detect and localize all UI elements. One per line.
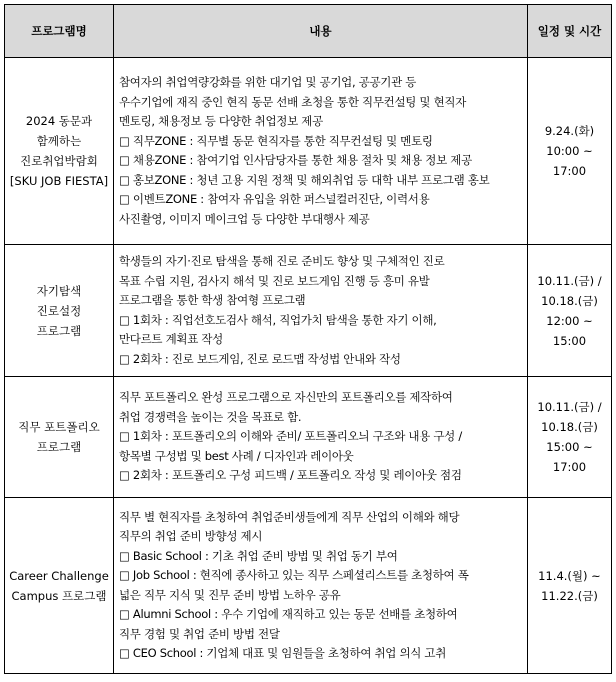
name-line: 직무 포트폴리오 xyxy=(18,420,100,434)
table-header-row xyxy=(5,5,612,58)
content-line: 학생들의 자기·진로 탐색을 통해 진로 준비도 향상 및 구체적인 진로 xyxy=(119,254,445,268)
content-line: □ CEO School : 기업체 대표 및 임원들을 초청하여 취업 의식 고취 xyxy=(119,646,447,660)
name-line: 진로취업박람회 xyxy=(20,154,98,168)
content-line: □ 직무ZONE : 직무별 동문 현직자를 통한 직무컨설팅 및 멘토링 xyxy=(119,133,433,148)
content-line: 우수기업에 재직 중인 현직 동문 선배 초청을 통한 직무컨설팅 및 현직자 xyxy=(119,94,467,109)
name-line: 프로그램 xyxy=(36,440,82,454)
program-table xyxy=(4,4,612,674)
table-row xyxy=(5,498,612,674)
content-cell xyxy=(114,498,528,674)
content-line: □ 2회차 : 진로 보드게임, 진로 로드맵 작성법 안내와 작성 xyxy=(119,351,401,366)
content-line: □ 1회차 : 직업선호도검사 해석, 직업가치 탐색을 통한 자기 이해, xyxy=(119,312,437,327)
name-line: Career Challenge xyxy=(9,568,109,583)
program-name-cell xyxy=(5,498,114,674)
content-line: □ Alumni School : 우수 기업에 재직하고 있는 동문 선배를 초청하여 xyxy=(119,607,458,621)
content-line: □ 1회차 : 포트폴리오의 이해와 준비/ 포트폴리오늬 구조와 내용 구성 / xyxy=(119,429,462,444)
schedule-cell xyxy=(528,58,612,245)
content-cell xyxy=(114,58,528,245)
content-line: 취업 경쟁력을 높이는 것을 목표로 함. xyxy=(119,409,302,424)
header-program: 프로그램명 xyxy=(5,5,114,58)
schedule-line: 10.18.(금) xyxy=(541,420,598,434)
name-line: Campus 프로그램 xyxy=(11,588,107,603)
name-line: 자기탐색 xyxy=(36,283,82,298)
name-line: 프로그램 xyxy=(36,323,82,338)
content-line: 만다르트 계획표 작성 xyxy=(119,332,223,346)
content-line: 직무 포트폴리오 완성 프로그램으로 자신만의 포트폴리오를 제작하여 xyxy=(119,390,453,405)
content-line: □ 이벤트ZONE : 참여자 유입을 위한 퍼스널컬러진단, 이력서용 xyxy=(119,192,430,206)
program-name-cell xyxy=(5,377,114,498)
table-row xyxy=(5,245,612,377)
header-schedule: 일정 및 시간 xyxy=(528,5,612,58)
content-line: □ 채용ZONE : 참여기업 인사담당자를 통한 채용 절차 및 채용 정보 제공 xyxy=(119,153,472,167)
name-line: 함께하는 xyxy=(36,134,82,148)
content-cell xyxy=(114,245,528,377)
content-line: 직무 경험 및 취업 준비 방법 전달 xyxy=(119,626,280,641)
content-line: 직무의 취업 준비 방향성 제시 xyxy=(119,529,263,543)
schedule-line: 12:00 ~ xyxy=(546,313,593,328)
content-line: 사진촬영, 이미지 메이크업 등 다양한 부대행사 제공 xyxy=(119,211,370,226)
schedule-cell xyxy=(528,498,612,674)
schedule-line: 10.11.(금) / xyxy=(537,400,602,414)
content-line: □ Basic School : 기초 취업 준비 방법 및 취업 동기 부여 xyxy=(119,548,398,563)
program-name-cell xyxy=(5,58,114,245)
schedule-cell xyxy=(528,245,612,377)
content-line: 프로그램을 통한 학생 참여형 프로그램 xyxy=(119,293,306,307)
content-line: 넓은 직무 지식 및 진무 준비 방법 노하우 공유 xyxy=(119,587,341,602)
content-line: 항목별 구성법 및 best 사례 / 디자인과 레이아웃 xyxy=(119,448,354,463)
table-row xyxy=(5,58,612,245)
schedule-cell xyxy=(528,377,612,498)
schedule-line: 15:00 xyxy=(552,333,587,348)
name-line: [SKU JOB FIESTA] xyxy=(9,174,109,188)
name-line: 진로설정 xyxy=(36,303,82,318)
content-line: □ 홍보ZONE : 청년 고용 지원 정책 및 해외취업 등 대학 내부 프로그램 홍보 xyxy=(119,172,490,187)
name-line: 2024 동문과 xyxy=(25,114,93,128)
schedule-line: 10.18.(금) xyxy=(541,293,598,308)
schedule-line: 10:00 ~ xyxy=(546,144,593,158)
schedule-line: 17:00 xyxy=(552,164,587,178)
schedule-line: 11.4.(월) ~ xyxy=(538,568,601,583)
table-row xyxy=(5,377,612,498)
content-line: 목표 수립 지원, 검사지 해석 및 진로 보드게임 진행 등 흥미 유발 xyxy=(119,273,430,288)
schedule-line: 15:00 ~ xyxy=(546,440,593,454)
content-line: 참여자의 취업역량강화를 위한 대기업 및 공기업, 공공기관 등 xyxy=(119,75,417,89)
content-cell xyxy=(114,377,528,498)
content-line: □ Job School : 현직에 종사하고 있는 직무 스페셜리스트를 초청하여 폭 xyxy=(119,568,469,582)
content-line: 멘토링, 채용정보 등 다양한 취업정보 제공 xyxy=(119,114,323,128)
header-content: 내용 xyxy=(114,5,528,58)
schedule-line: 11.22.(금) xyxy=(541,588,598,603)
program-name-cell xyxy=(5,245,114,377)
content-line: □ 2회차 : 포트폴리오 구성 피드백 / 포트폴리오 작성 및 레이아웃 점검 xyxy=(119,468,462,483)
schedule-line: 9.24.(화) xyxy=(544,124,595,138)
schedule-line: 10.11.(금) / xyxy=(537,273,602,288)
schedule-line: 17:00 xyxy=(552,460,587,474)
content-line: 직무 별 현직자를 초청하여 취업준비생들에게 직무 산업의 이해와 해당 xyxy=(119,509,460,524)
